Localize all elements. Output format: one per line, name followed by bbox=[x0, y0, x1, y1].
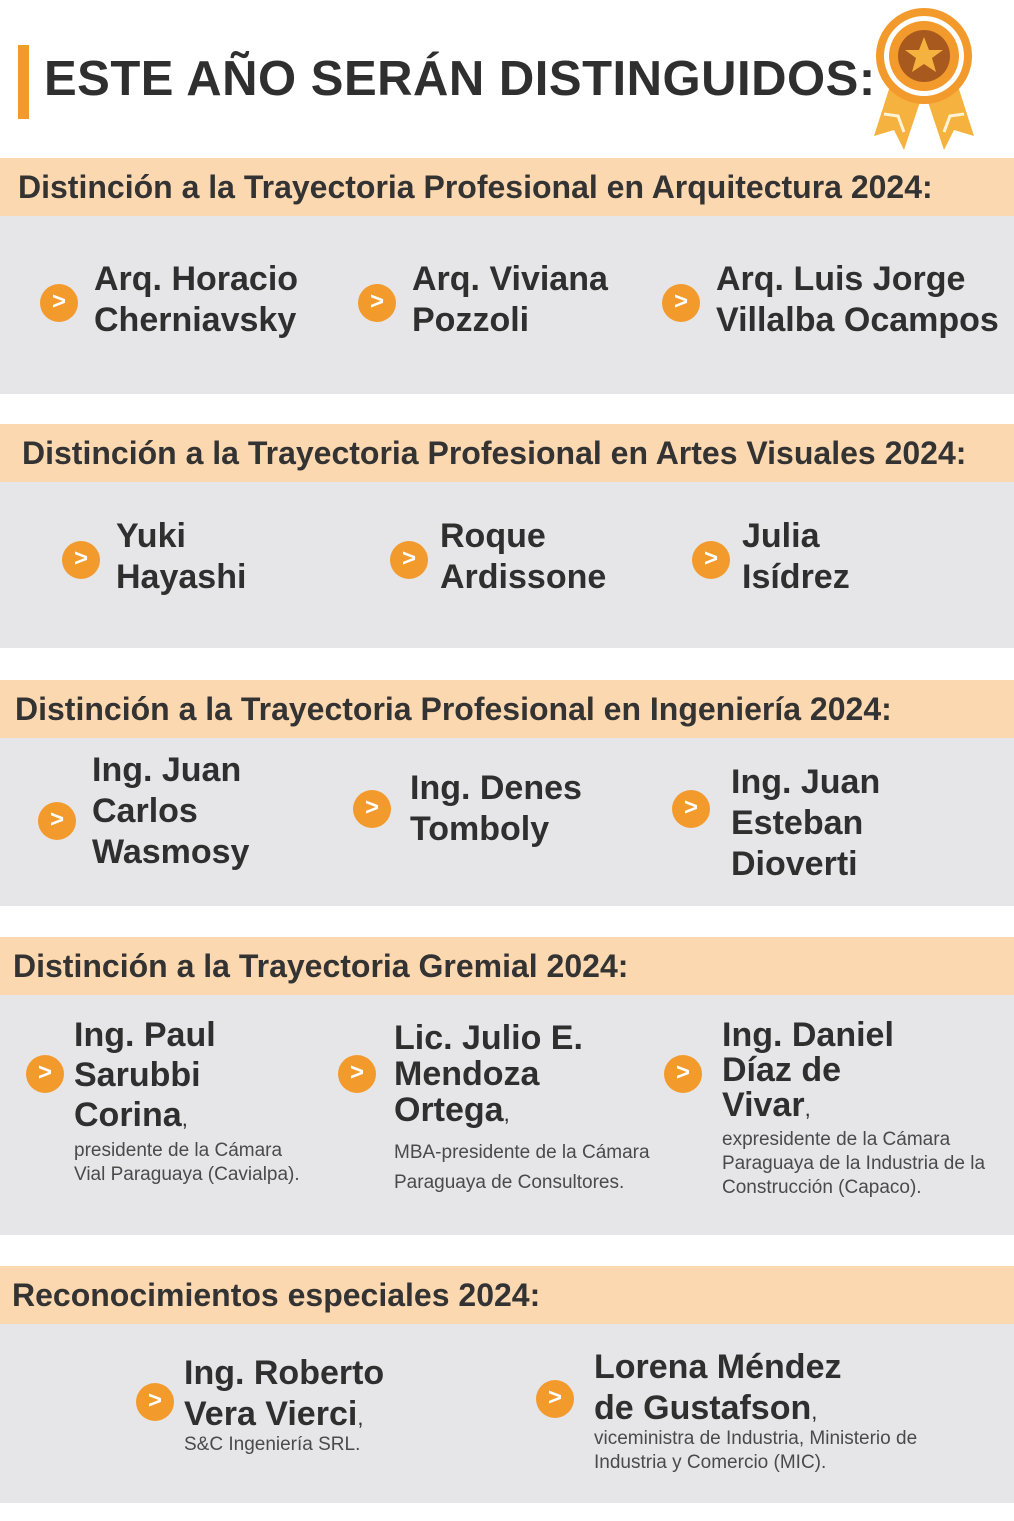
section-title: Reconocimientos especiales 2024: bbox=[12, 1277, 541, 1313]
section-body bbox=[0, 216, 1014, 394]
chevron-right-icon: > bbox=[390, 541, 428, 579]
header bbox=[0, 0, 1014, 158]
person-description: viceministra de Industria, Ministerio de Industria y Comercio (MIC). bbox=[594, 1428, 918, 1473]
section-header bbox=[0, 424, 1014, 482]
page-title: ESTE AÑO SERÁN DISTINGUIDOS: bbox=[44, 52, 876, 106]
person-name: Lorena Méndez de Gustafson, bbox=[594, 1348, 842, 1427]
chevron-right-icon: > bbox=[664, 1055, 702, 1093]
chevron-right-icon: > bbox=[26, 1055, 64, 1093]
person-name: Lic. Julio E. Mendoza Ortega, bbox=[394, 1019, 583, 1129]
section-title: Distinción a la Trayectoria Gremial 2024: bbox=[13, 948, 629, 984]
section-body bbox=[0, 482, 1014, 648]
chevron-right-icon: > bbox=[358, 284, 396, 322]
chevron-right-icon: > bbox=[38, 802, 76, 840]
section-title: Distinción a la Trayectoria Profesional en Ingeniería 2024: bbox=[15, 691, 892, 727]
person-name: Arq. Viviana Pozzoli bbox=[412, 260, 608, 339]
title-accent-bar bbox=[18, 45, 29, 119]
section-header bbox=[0, 937, 1014, 995]
section-header bbox=[0, 680, 1014, 738]
section-body bbox=[0, 1324, 1014, 1503]
chevron-right-icon: > bbox=[136, 1383, 174, 1421]
chevron-right-icon: > bbox=[40, 284, 78, 322]
section-body bbox=[0, 738, 1014, 906]
chevron-right-icon: > bbox=[536, 1380, 574, 1418]
chevron-right-icon: > bbox=[672, 790, 710, 828]
person-name: Arq. Horacio Cherniavsky bbox=[94, 260, 299, 339]
person-name: Ing. Juan Carlos Wasmosy bbox=[92, 751, 250, 871]
person-description: presidente de la Cámara Vial Paraguaya (Cavialpa). bbox=[74, 1140, 300, 1185]
section-body bbox=[0, 995, 1014, 1235]
chevron-right-icon: > bbox=[692, 541, 730, 579]
person-description: expresidente de la Cámara Paraguaya de la Industria de la Construcción (Capaco). bbox=[722, 1129, 986, 1198]
section-header bbox=[0, 1266, 1014, 1324]
person-description: S&C Ingeniería SRL. bbox=[184, 1434, 361, 1455]
section-header bbox=[0, 158, 1014, 216]
award-medal-icon bbox=[868, 4, 980, 156]
person-name: Yuki Hayashi bbox=[116, 517, 247, 596]
chevron-right-icon: > bbox=[353, 790, 391, 828]
person-name: Ing. Denes Tomboly bbox=[410, 769, 582, 848]
person-name: Ing. Juan Esteban Dioverti bbox=[731, 763, 881, 883]
person-name: Ing. Daniel Díaz de Vivar, bbox=[722, 1016, 894, 1124]
chevron-right-icon: > bbox=[338, 1055, 376, 1093]
person-name: Ing. Paul Sarubbi Corina, bbox=[74, 1016, 216, 1134]
section-title: Distinción a la Trayectoria Profesional en Arquitectura 2024: bbox=[18, 169, 933, 205]
person-name: Arq. Luis Jorge Villalba Ocampos bbox=[716, 260, 999, 339]
person-name: Ing. Roberto Vera Vierci, bbox=[184, 1354, 385, 1433]
chevron-right-icon: > bbox=[62, 541, 100, 579]
chevron-right-icon: > bbox=[662, 284, 700, 322]
person-name: Roque Ardissone bbox=[440, 517, 607, 596]
person-description: MBA-presidente de la Cámara Paraguaya de Consultores. bbox=[394, 1142, 650, 1193]
section-title: Distinción a la Trayectoria Profesional en Artes Visuales 2024: bbox=[22, 435, 967, 471]
person-name: Julia Isídrez bbox=[742, 517, 850, 596]
